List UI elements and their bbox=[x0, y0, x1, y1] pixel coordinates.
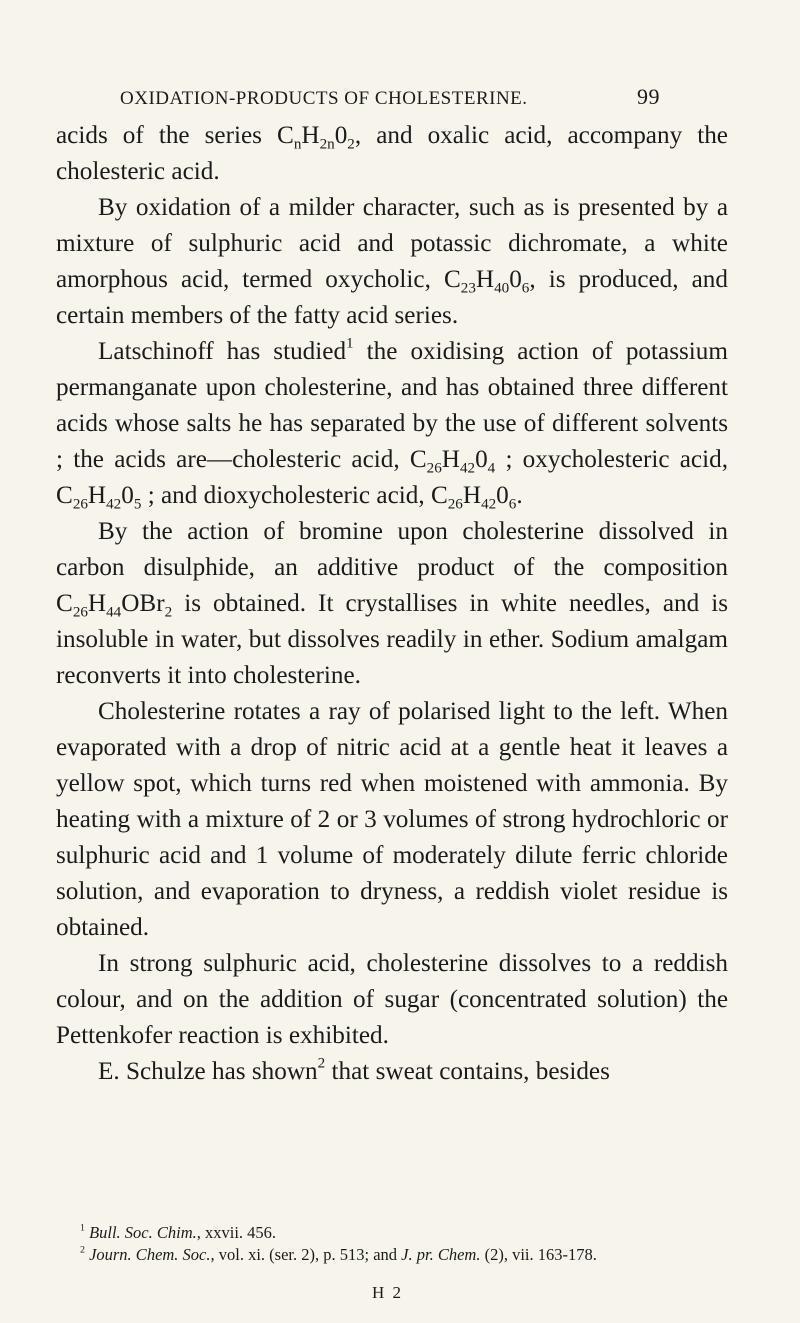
page-header bbox=[120, 84, 660, 110]
body-text bbox=[56, 118, 728, 1090]
page-number: 99 bbox=[637, 84, 660, 109]
signature-mark: H 2 bbox=[372, 1283, 404, 1302]
paragraph-4: By the action of bromine upon cholesterine dissolved in carbon disulphide, an additive product of the composition $C_{26}H_{44}OBr_2$ is obtained. It crystallises in white needles, and is insoluble in water, but dissolves readily in ether. Sodium amalgam reconverts it into cholesterine. bbox=[56, 518, 728, 689]
footnote-ref-1: 1 bbox=[346, 335, 354, 352]
paragraph-1: acids of the series $C_nH_{2n}0_2$, and oxalic acid, accompany the cholesteric acid. bbox=[56, 122, 728, 185]
paragraph-7: E. Schulze has shown$^2$ that sweat contains, besides bbox=[98, 1055, 610, 1085]
paragraph-2: By oxidation of a milder character, such as is presented by a mixture of sulphuric acid and potassic dichromate, a white amorphous acid, termed oxycholic, $C_{23}H_{40}0_6$, is produced, and certain members of the fatty acid series. bbox=[56, 194, 728, 329]
running-title: OXIDATION-PRODUCTS OF CHOLESTERINE. bbox=[120, 88, 528, 109]
paragraph-5: Cholesterine rotates a ray of polarised light to the left. When evaporated with a drop of nitric acid at a gentle heat it leaves a yellow spot, which turns red when moistened with ammonia. By heating with a mixture of 2 or 3 volumes of strong hydrochloric or sulphuric acid and 1 volume of moderately dilute ferric chloride solution, and evaporation to dryness, a reddish violet residue is obtained. bbox=[56, 698, 728, 941]
paragraph-3: Latschinoff has studied$^1$ the oxidising action of potassium permanganate upon cholesterine, and has obtained three different acids whose salts he has separated by the use of different solvents ; the acids are—cholesteric acid, $C_{26}H_{42}0_4$ ; oxycholesteric acid, $C_{26}H_{42}0_5$ ; and dioxycholesteric acid, $C_{26}H_{42}0_6$. bbox=[56, 335, 728, 513]
footnote-ref-2: 2 bbox=[317, 1055, 326, 1072]
footnote-2: $^2$ Journ. Chem. Soc., vol. xi. (ser. 2), p. 513; and J. pr. Chem. (2), vii. 163-178. bbox=[80, 1244, 597, 1264]
footnote-1: $^1$ Bull. Soc. Chim., xxvii. 456. bbox=[80, 1222, 277, 1242]
paragraph-6: In strong sulphuric acid, cholesterine dissolves to a reddish colour, and on the addition of sugar (concentrated solution) the Pettenkofer reaction is exhibited. bbox=[56, 950, 728, 1049]
footnotes bbox=[58, 1222, 730, 1266]
